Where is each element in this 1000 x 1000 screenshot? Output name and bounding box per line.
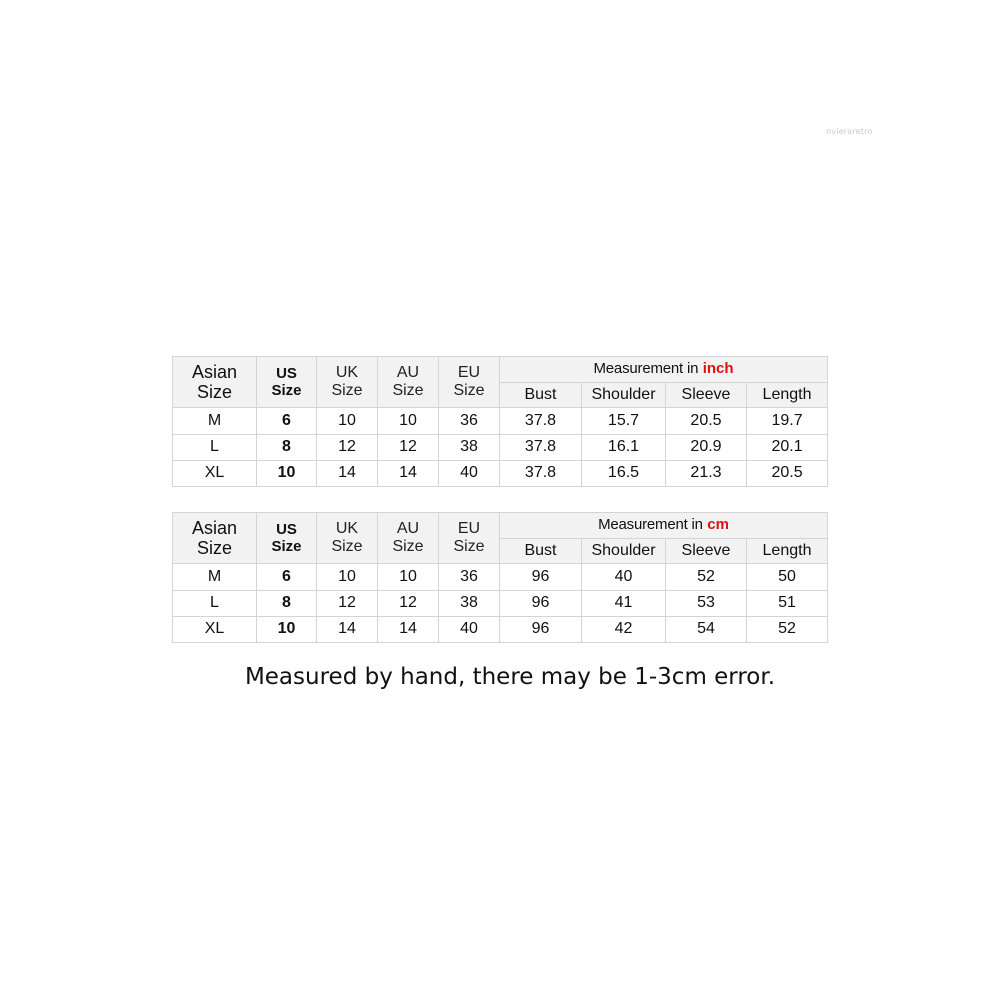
- bust-cell: 96: [500, 564, 582, 590]
- asian-size-header: [173, 357, 257, 408]
- table-row: [173, 434, 828, 460]
- table-row: [173, 590, 828, 616]
- measurement-header: [500, 513, 828, 539]
- au-size-cell: 12: [378, 434, 439, 460]
- au-size-header: [378, 357, 439, 408]
- measurement-note: Measured by hand, there may be 1-3cm error.: [244, 664, 776, 690]
- us-size-cell: 8: [257, 590, 317, 616]
- us-size-cell: 8: [257, 434, 317, 460]
- au-size-cell: 14: [378, 616, 439, 642]
- sleeve-cell: 52: [666, 564, 747, 590]
- asian-label: Asian: [191, 517, 238, 538]
- watermark: nvieraretro: [826, 127, 873, 136]
- asian-size-cell: M: [173, 564, 257, 590]
- us-label: US: [276, 520, 297, 538]
- sleeve-cell: 54: [666, 616, 747, 642]
- table-row: [173, 616, 828, 642]
- us-size-label: Size: [271, 382, 302, 400]
- asian-label: Asian: [191, 361, 238, 382]
- us-size-cell: 10: [257, 616, 317, 642]
- uk-size-header: [317, 513, 378, 564]
- us-label: US: [276, 364, 297, 382]
- bust-cell: 37.8: [500, 460, 582, 486]
- eu-label: EU: [457, 363, 481, 381]
- uk-label: UK: [335, 363, 359, 381]
- bust-cell: 37.8: [500, 434, 582, 460]
- shoulder-header: Shoulder: [582, 383, 666, 408]
- au-size-label: Size: [392, 538, 424, 556]
- sleeve-cell: 20.5: [666, 408, 747, 434]
- asian-size-header: [173, 513, 257, 564]
- au-size-cell: 14: [378, 460, 439, 486]
- sleeve-cell: 21.3: [666, 460, 747, 486]
- measurement-unit-cm: cm: [707, 516, 729, 534]
- us-size-cell: 10: [257, 460, 317, 486]
- uk-label: UK: [335, 519, 359, 537]
- uk-size-cell: 12: [317, 590, 378, 616]
- uk-size-label: Size: [331, 382, 363, 400]
- shoulder-cell: 40: [582, 564, 666, 590]
- eu-size-header: [439, 357, 500, 408]
- shoulder-cell: 16.5: [582, 460, 666, 486]
- length-header: Length: [747, 539, 828, 564]
- header-row: [173, 357, 828, 383]
- eu-size-cell: 40: [439, 460, 500, 486]
- size-chart-cm-table: [172, 512, 828, 643]
- table-row: [173, 564, 828, 590]
- shoulder-cell: 42: [582, 616, 666, 642]
- uk-size-cell: 14: [317, 616, 378, 642]
- eu-size-cell: 36: [439, 408, 500, 434]
- uk-size-cell: 12: [317, 434, 378, 460]
- us-size-cell: 6: [257, 408, 317, 434]
- eu-size-header: [439, 513, 500, 564]
- uk-size-label: Size: [331, 538, 363, 556]
- au-label: AU: [396, 363, 420, 381]
- au-size-header: [378, 513, 439, 564]
- au-size-label: Size: [392, 382, 424, 400]
- bust-header: Bust: [500, 539, 582, 564]
- au-size-cell: 10: [378, 408, 439, 434]
- eu-size-cell: 40: [439, 616, 500, 642]
- shoulder-cell: 15.7: [582, 408, 666, 434]
- eu-size-cell: 38: [439, 434, 500, 460]
- sleeve-cell: 53: [666, 590, 747, 616]
- shoulder-cell: 41: [582, 590, 666, 616]
- asian-size-label: Size: [196, 538, 232, 559]
- length-cell: 50: [747, 564, 828, 590]
- asian-size-cell: L: [173, 590, 257, 616]
- size-chart-inch-table: [172, 356, 828, 487]
- asian-size-cell: XL: [173, 616, 257, 642]
- us-size-header: [257, 513, 317, 564]
- eu-size-cell: 38: [439, 590, 500, 616]
- uk-size-header: [317, 357, 378, 408]
- measurement-prefix: Measurement in: [593, 360, 699, 378]
- au-label: AU: [396, 519, 420, 537]
- length-cell: 51: [747, 590, 828, 616]
- sleeve-cell: 20.9: [666, 434, 747, 460]
- uk-size-cell: 10: [317, 564, 378, 590]
- uk-size-cell: 14: [317, 460, 378, 486]
- bust-header: Bust: [500, 383, 582, 408]
- table-row: [173, 408, 828, 434]
- shoulder-header: Shoulder: [582, 539, 666, 564]
- table-row: [173, 460, 828, 486]
- eu-label: EU: [457, 519, 481, 537]
- bust-cell: 96: [500, 616, 582, 642]
- eu-size-cell: 36: [439, 564, 500, 590]
- us-size-label: Size: [271, 538, 302, 556]
- measurement-prefix: Measurement in: [598, 516, 703, 534]
- length-cell: 52: [747, 616, 828, 642]
- bust-cell: 37.8: [500, 408, 582, 434]
- measurement-unit-inch: inch: [702, 360, 734, 378]
- us-size-header: [257, 357, 317, 408]
- length-header: Length: [747, 383, 828, 408]
- au-size-cell: 10: [378, 564, 439, 590]
- eu-size-label: Size: [453, 538, 485, 556]
- length-cell: 20.1: [747, 434, 828, 460]
- measurement-header: [500, 357, 828, 383]
- header-row: [173, 513, 828, 539]
- bust-cell: 96: [500, 590, 582, 616]
- us-size-cell: 6: [257, 564, 317, 590]
- uk-size-cell: 10: [317, 408, 378, 434]
- length-cell: 20.5: [747, 460, 828, 486]
- sleeve-header: Sleeve: [666, 539, 747, 564]
- asian-size-cell: M: [173, 408, 257, 434]
- au-size-cell: 12: [378, 590, 439, 616]
- asian-size-cell: L: [173, 434, 257, 460]
- eu-size-label: Size: [453, 382, 485, 400]
- sleeve-header: Sleeve: [666, 383, 747, 408]
- asian-size-label: Size: [196, 382, 232, 403]
- length-cell: 19.7: [747, 408, 828, 434]
- asian-size-cell: XL: [173, 460, 257, 486]
- shoulder-cell: 16.1: [582, 434, 666, 460]
